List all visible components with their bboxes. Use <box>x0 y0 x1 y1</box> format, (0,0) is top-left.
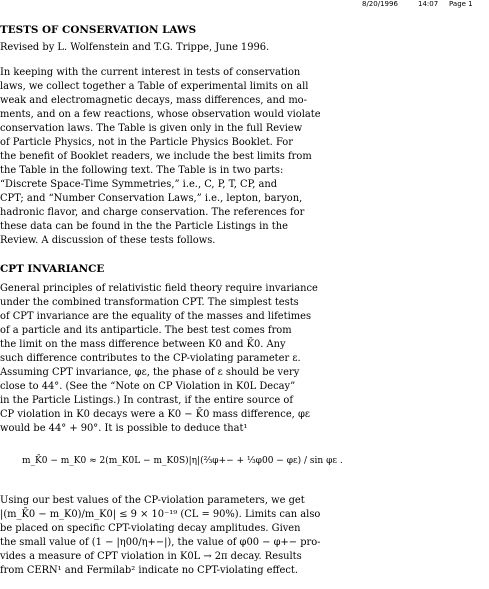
paragraph-line: ments, and on a few reactions, whose observation would violate <box>0 109 321 120</box>
paragraph-line: of a particle and its antiparticle. The best test comes from <box>0 325 292 336</box>
paragraph-line: the small value of (1 − |η00/η+−|), the value of φ00 − φ+− pro- <box>0 537 321 548</box>
paragraph-line: from CERN¹ and Fermilab² indicate no CPT-violating effect. <box>0 565 299 576</box>
paragraph-line: “Discrete Space-Time Symmetries,” i.e., C, P, T, CP, and <box>0 179 278 190</box>
paragraph-line: vides a measure of CPT violation in K0L → 2π decay. Results <box>0 551 302 562</box>
paragraph-line: Using our best values of the CP-violation parameters, we get <box>0 495 305 506</box>
paragraph-line: would be 44° + 90°. It is possible to deduce that¹ <box>0 423 248 434</box>
paragraph-line: under the combined transformation CPT. The simplest tests <box>0 297 299 308</box>
paragraph-line: Review. A discussion of these tests follows. <box>0 235 216 246</box>
section-title-conservation: TESTS OF CONSERVATION LAWS <box>0 24 197 36</box>
paragraph-line: the benefit of Booklet readers, we include the best limits from <box>0 151 312 162</box>
paragraph-line: the limit on the mass difference between K0 and K̄0. Any <box>0 339 286 350</box>
paragraph-line: CPT; and “Number Conservation Laws,” i.e., lepton, baryon, <box>0 193 303 204</box>
header-time: 14:07 <box>418 0 439 8</box>
paragraph-line: laws, we collect together a Table of experimental limits on all <box>0 81 309 92</box>
header-page-number: Page 1 <box>449 0 473 8</box>
paragraph-line: the Table in the following text. The Table is in two parts: <box>0 165 284 176</box>
paragraph-line: hadronic flavor, and charge conservation. The references for <box>0 207 305 218</box>
paragraph-line: these data can be found in the the Particle Listings in the <box>0 221 288 232</box>
paragraph-line: Assuming CPT invariance, φε, the phase of ε should be very <box>0 367 300 378</box>
section-title-cpt: CPT INVARIANCE <box>0 263 105 275</box>
header-date: 8/20/1996 <box>362 0 398 8</box>
paragraph-line: be placed on specific CPT-violating decay amplitudes. Given <box>0 523 301 534</box>
paragraph-line: of Particle Physics, not in the Particle Physics Booklet. For <box>0 137 293 148</box>
paragraph-line: CP violation in K0 decays were a K0 − K̄0 mass difference, φε <box>0 409 310 420</box>
cpt-equation: m_K̄0 − m_K0 ≈ 2(m_K0L − m_K0S)|η|(⅔φ+− + ⅓φ00 − φε) / sin φε . <box>22 456 343 466</box>
paragraph-line: General principles of relativistic field theory require invariance <box>0 283 318 294</box>
paragraph-line: close to 44°. (See the “Note on CP Violation in K0L Decay” <box>0 381 296 392</box>
paragraph-line: weak and electromagnetic decays, mass differences, and mo- <box>0 95 307 106</box>
paragraph-line: such difference contributes to the CP-violating parameter ε. <box>0 353 301 364</box>
paragraph-line: conservation laws. The Table is given only in the full Review <box>0 123 303 134</box>
paragraph-line: |(m_K̄0 − m_K0)/m_K0| ≤ 9 × 10⁻¹⁹ (CL = 90%). Limits can also <box>0 509 321 520</box>
paragraph-line: in the Particle Listings.) In contrast, if the entire source of <box>0 395 293 406</box>
paragraph-line: of CPT invariance are the equality of the masses and lifetimes <box>0 311 312 322</box>
paragraph-line: In keeping with the current interest in tests of conservation <box>0 67 301 78</box>
byline: Revised by L. Wolfenstein and T.G. Trippe, June 1996. <box>0 42 270 53</box>
